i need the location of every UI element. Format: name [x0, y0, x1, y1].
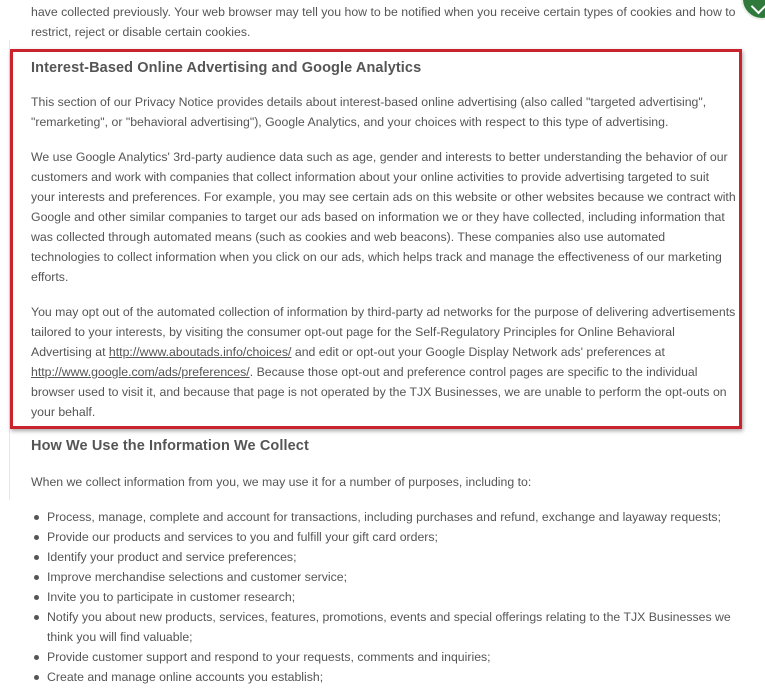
list-item: Improve merchandise selections and customer service; [31, 567, 736, 587]
list-item: Notify you about new products, services, features, promotions, events and special offerings relating to the TJX Businesses we think you will find valuable; [31, 607, 736, 647]
list-item: Invite you to participate in customer research; [31, 587, 736, 607]
ad-section-heading: Interest-Based Online Advertising and Google Analytics [31, 60, 422, 76]
ad-section-paragraph-1: This section of our Privacy Notice provides details about interest-based online advertising (also called "targeted advertising", "remarketing", or "behavioral advertising"), Google Analytics, and your choices with respect to this type of advertising. [31, 95, 707, 129]
google-ads-preferences-link[interactable]: http://www.google.com/ads/preferences/ [31, 365, 250, 379]
opt-out-text-3: . Because those opt-out and preference control pages are specific to the individual browser used to visit it, and because that page is not operated by the TJX Businesses, we are unable to perform the opt-outs on your behalf. [31, 365, 727, 419]
list-item: Provide our products and services to you and fulfill your gift card orders; [31, 527, 736, 547]
chevron-down-icon [751, 0, 765, 14]
purposes-list [31, 507, 736, 687]
list-item: Process, manage, complete and account for transactions, including purchases and refund, exchange and layaway requests; [31, 507, 736, 527]
use-section-intro: When we collect information from you, we may use it for a number of purposes, including to: [31, 475, 532, 489]
use-section-heading: How We Use the Information We Collect [31, 438, 309, 454]
list-item: Create and manage online accounts you establish; [31, 667, 736, 687]
list-item: Identify your product and service preferences; [31, 547, 736, 567]
aboutads-link[interactable]: http://www.aboutads.info/choices/ [108, 345, 292, 359]
ad-section-paragraph-3 [31, 302, 736, 422]
ad-section [31, 58, 736, 437]
ad-section-paragraph-2: We use Google Analytics' 3rd-party audience data such as age, gender and interests to better understanding the behavior of our customers and work with companies that collect information about your online activities to provide advertising targeted to suit your interests and preferences. For example, you may see certain ads on this website or other websites because we contract with Google and other similar companies to target our ads based on information we or they have collected, including information that was collected through automated means (such as cookies and web beacons). These companies also use automated technologies to collect information when you click on our ads, which helps track and manage the effectiveness of our marketing efforts. [31, 150, 736, 284]
cookies-paragraph-end: have collected previously. Your web browser may tell you how to be notified when you receive certain types of cookies and how to restrict, reject or disable certain cookies. [31, 5, 736, 39]
opt-out-text-1: You may opt out of the automated collection of information by third-party ad networks for the purpose of delivering advertisements tailored to your interests, by visiting the consumer opt-out page for the Self-Regulatory Principles for Online Behavioral Advertising at [31, 305, 736, 359]
scroll-button[interactable] [741, 0, 765, 20]
opt-out-text-2: and edit or opt-out your Google Display Network ads' preferences at [291, 345, 665, 359]
list-item: Provide customer support and respond to your requests, comments and inquiries; [31, 647, 736, 667]
use-section [31, 436, 736, 687]
